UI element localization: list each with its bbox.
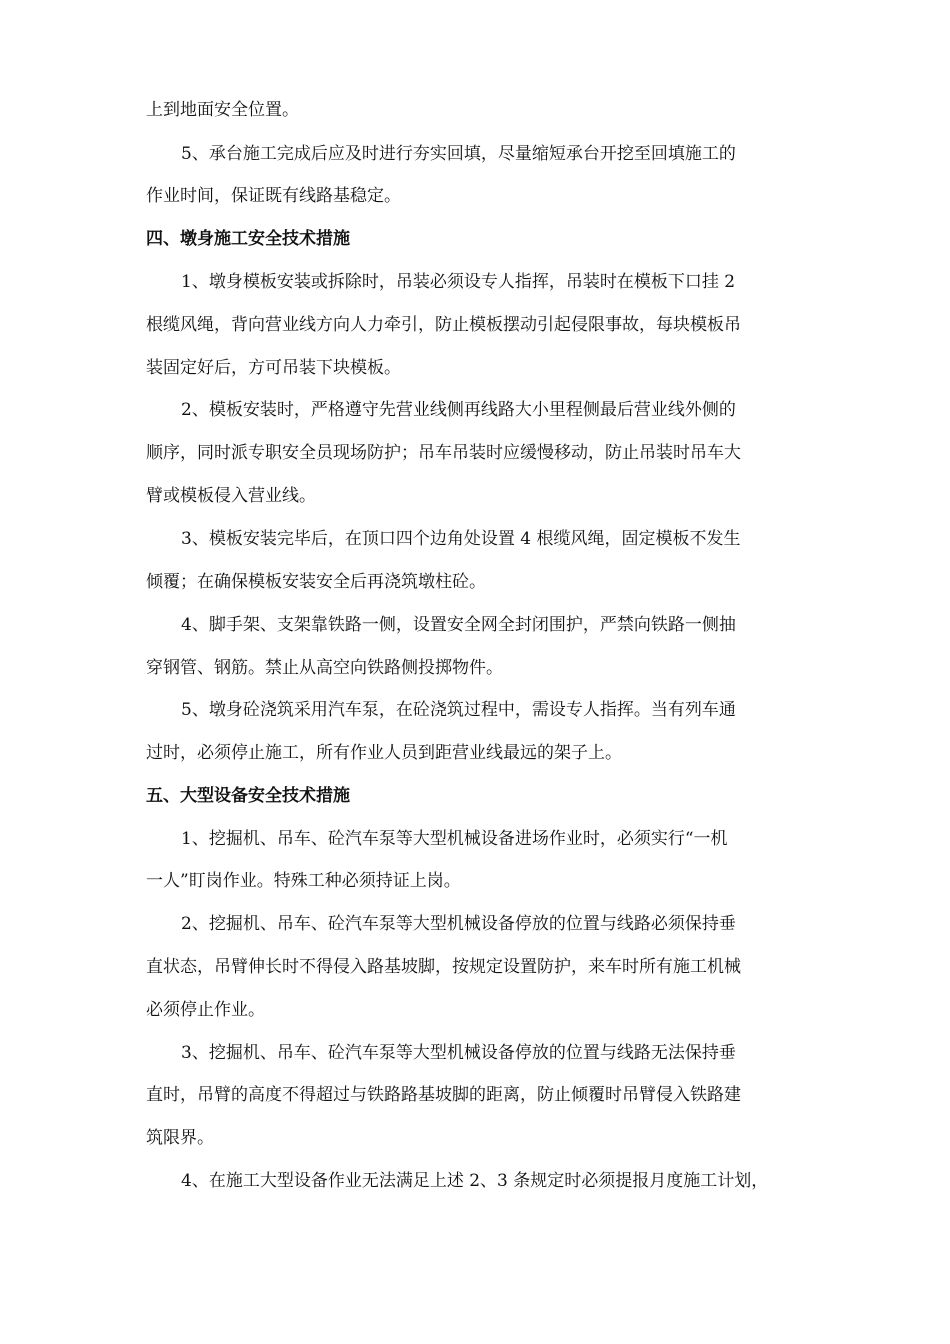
text-line: 装固定好后，方可吊装下块模板。 [146, 358, 401, 378]
text-line: 直状态，吊臂伸长时不得侵入路基坡脚，按规定设置防护，来车时所有施工机械 [146, 957, 741, 977]
section-heading: 五、大型设备安全技术措施 [146, 786, 350, 806]
paragraph-first-line: 4、脚手架、支架靠铁路一侧，设置安全网全封闭围护，严禁向铁路一侧抽 [181, 615, 736, 635]
text-line: 作业时间，保证既有线路基稳定。 [146, 186, 401, 206]
text-line: 直时，吊臂的高度不得超过与铁路路基坡脚的距离，防止倾覆时吊臂侵入铁路建 [146, 1085, 741, 1105]
section-heading: 四、墩身施工安全技术措施 [146, 229, 350, 249]
paragraph-first-line: 5、墩身砼浇筑采用汽车泵，在砼浇筑过程中，需设专人指挥。当有列车通 [181, 700, 736, 720]
paragraph-first-line: 4、在施工大型设备作业无法满足上述 2、3 条规定时必须提报月度施工计划， [181, 1171, 769, 1191]
paragraph-first-line: 3、挖掘机、吊车、砼汽车泵等大型机械设备停放的位置与线路无法保持垂 [181, 1043, 736, 1063]
text-line: 必须停止作业。 [146, 1000, 265, 1020]
text-line: 臂或模板侵入营业线。 [146, 486, 316, 506]
text-line: 筑限界。 [146, 1128, 214, 1148]
text-line: 倾覆；在确保模板安装安全后再浇筑墩柱砼。 [146, 572, 486, 592]
paragraph-first-line: 2、模板安装时，严格遵守先营业线侧再线路大小里程侧最后营业线外侧的 [181, 400, 736, 420]
text-line: 根缆风绳，背向营业线方向人力牵引，防止模板摆动引起侵限事故，每块模板吊 [146, 315, 741, 335]
text-line: 一人”盯岗作业。特殊工种必须持证上岗。 [146, 871, 461, 891]
paragraph-first-line: 2、挖掘机、吊车、砼汽车泵等大型机械设备停放的位置与线路必须保持垂 [181, 914, 736, 934]
text-line: 上到地面安全位置。 [146, 100, 299, 120]
text-line: 穿钢管、钢筋。禁止从高空向铁路侧投掷物件。 [146, 658, 503, 678]
text-line: 顺序，同时派专职安全员现场防护；吊车吊装时应缓慢移动，防止吊装时吊车大 [146, 443, 741, 463]
paragraph-first-line: 5、承台施工完成后应及时进行夯实回填，尽量缩短承台开挖至回填施工的 [181, 144, 736, 164]
paragraph-first-line: 1、挖掘机、吊车、砼汽车泵等大型机械设备进场作业时，必须实行“一机 [181, 829, 728, 849]
text-line: 过时，必须停止施工，所有作业人员到距营业线最远的架子上。 [146, 743, 622, 763]
paragraph-first-line: 3、模板安装完毕后，在顶口四个边角处设置 4 根缆风绳，固定模板不发生 [181, 529, 741, 549]
paragraph-first-line: 1、墩身模板安装或拆除时，吊装必须设专人指挥，吊装时在模板下口挂 2 [181, 272, 736, 292]
